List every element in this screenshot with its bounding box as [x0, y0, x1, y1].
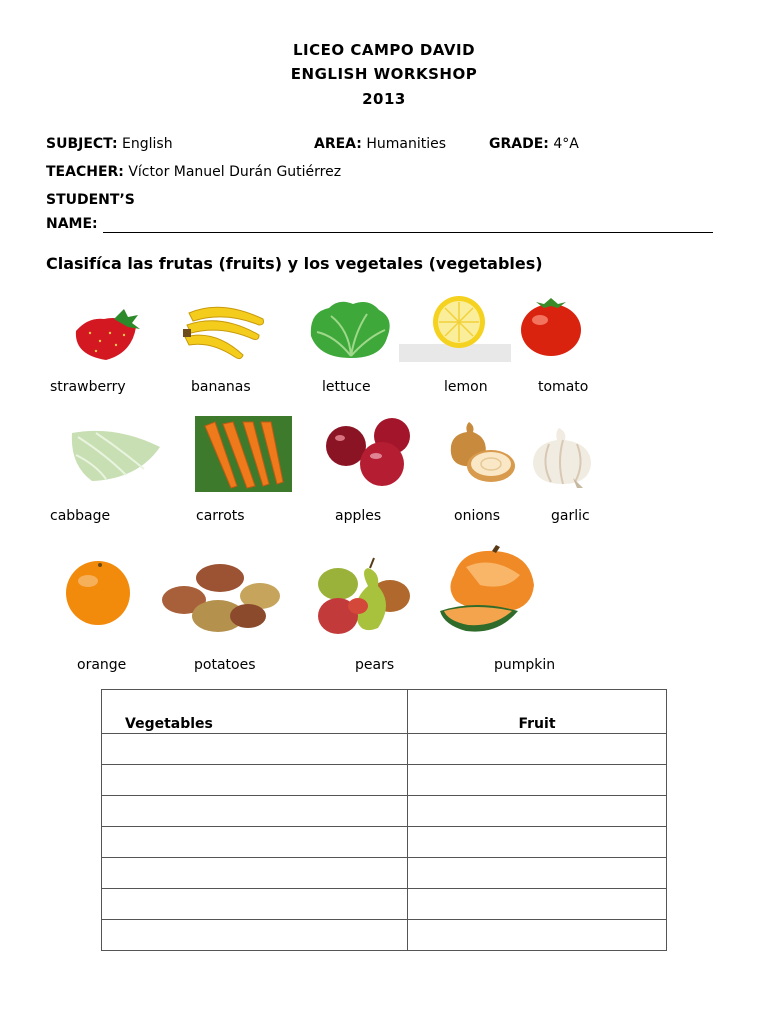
lemon-label: lemon: [444, 379, 488, 395]
onions-label: onions: [454, 508, 501, 524]
lettuce-icon: [305, 296, 395, 362]
teacher-label: TEACHER:: [46, 164, 124, 180]
vegetable-answer-cell[interactable]: [102, 734, 408, 765]
fruit-answer-cell[interactable]: [408, 858, 667, 889]
strawberry-label: strawberry: [50, 379, 126, 395]
workshop-title: ENGLISH WORKSHOP: [290, 65, 478, 83]
table-row: [102, 858, 667, 889]
apples-label: apples: [335, 508, 382, 524]
area-line: [314, 136, 446, 152]
vegetable-answer-cell[interactable]: [102, 889, 408, 920]
teacher-line: [46, 164, 341, 180]
pumpkin-label: pumpkin: [494, 657, 556, 673]
potatoes-icon: [160, 560, 282, 636]
vegetables-header: Vegetables: [125, 716, 213, 732]
vegetable-answer-cell[interactable]: [102, 796, 408, 827]
strawberry-icon: [66, 303, 144, 363]
student-label-line2: NAME:: [46, 216, 98, 232]
lettuce-label: lettuce: [322, 379, 371, 395]
table-row: [102, 796, 667, 827]
pumpkin-icon: [436, 545, 538, 635]
potatoes-label: potatoes: [194, 657, 256, 673]
classification-table: [101, 689, 667, 951]
apples-icon: [320, 414, 420, 488]
table-row: [102, 920, 667, 951]
pears-label: pears: [355, 657, 395, 673]
vegetable-answer-cell[interactable]: [102, 827, 408, 858]
carrots-icon: [195, 416, 292, 492]
tomato-label: tomato: [538, 379, 589, 395]
cabbage-icon: [66, 425, 164, 485]
pears-icon: [298, 556, 416, 640]
student-label-line1: STUDENT’S: [46, 192, 135, 208]
table-row: [102, 827, 667, 858]
grade-value: 4°A: [553, 136, 579, 152]
subject-label: SUBJECT:: [46, 136, 118, 152]
carrots-label: carrots: [196, 508, 245, 524]
orange-icon: [62, 557, 136, 629]
cabbage-label: cabbage: [50, 508, 111, 524]
vegetables-header-cell: [102, 690, 408, 734]
fruit-answer-cell[interactable]: [408, 765, 667, 796]
subject-value: English: [122, 136, 173, 152]
area-label: AREA:: [314, 136, 362, 152]
grade-label: GRADE:: [489, 136, 549, 152]
fruit-answer-cell[interactable]: [408, 827, 667, 858]
vegetable-answer-cell[interactable]: [102, 858, 408, 889]
instruction: Clasifíca las frutas (fruits) y los vegetales (vegetables): [46, 254, 543, 273]
table-row: [102, 734, 667, 765]
orange-label: orange: [77, 657, 127, 673]
fruit-answer-cell[interactable]: [408, 734, 667, 765]
student-name-field[interactable]: [103, 232, 713, 233]
table-header-row: [102, 690, 667, 734]
bananas-icon: [181, 299, 269, 365]
garlic-icon: [527, 424, 599, 490]
tomato-icon: [514, 296, 588, 360]
fruit-header: Fruit: [518, 716, 556, 732]
vegetable-answer-cell[interactable]: [102, 765, 408, 796]
teacher-value: Víctor Manuel Durán Gutiérrez: [128, 164, 342, 180]
onions-icon: [445, 416, 519, 486]
grade-line: [489, 136, 579, 152]
fruit-header-cell: [408, 690, 667, 734]
year: 2013: [362, 90, 406, 108]
subject-line: [46, 136, 173, 152]
fruit-answer-cell[interactable]: [408, 889, 667, 920]
area-value: Humanities: [366, 136, 446, 152]
fruit-answer-cell[interactable]: [408, 796, 667, 827]
table-row: [102, 765, 667, 796]
school-name: LICEO CAMPO DAVID: [292, 41, 476, 59]
table-row: [102, 889, 667, 920]
lemon-icon: [399, 294, 511, 362]
garlic-label: garlic: [551, 508, 590, 524]
bananas-label: bananas: [191, 379, 251, 395]
vegetable-answer-cell[interactable]: [102, 920, 408, 951]
fruit-answer-cell[interactable]: [408, 920, 667, 951]
